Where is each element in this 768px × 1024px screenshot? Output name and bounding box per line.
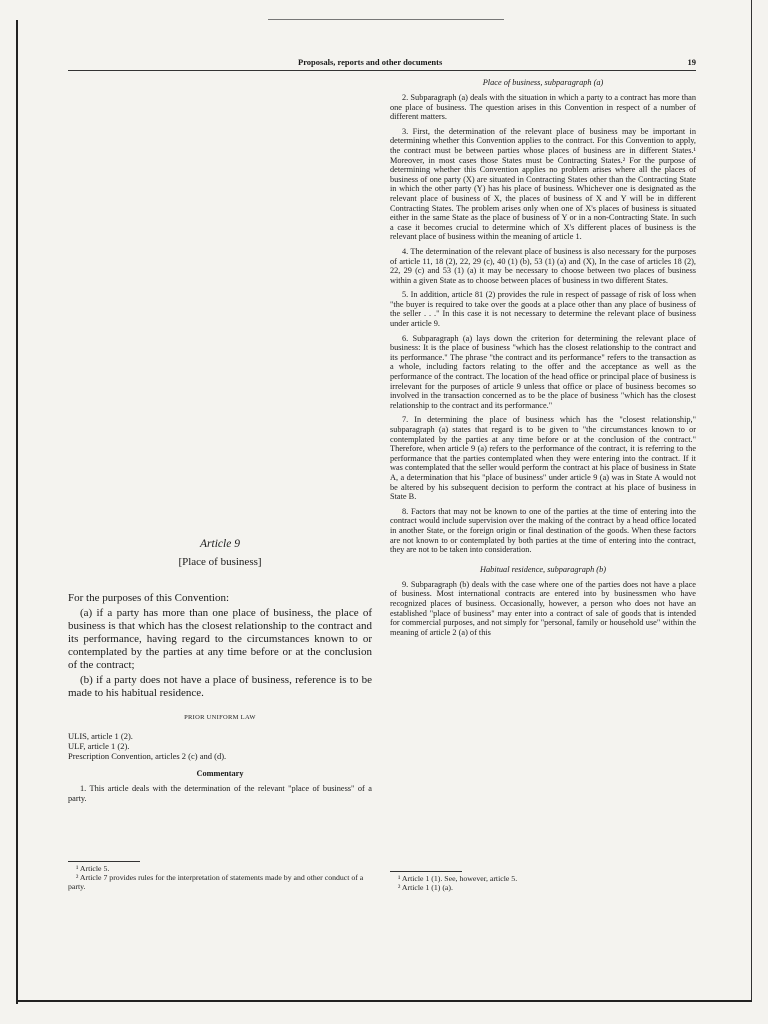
commentary-heading: Commentary xyxy=(196,769,244,778)
top-rule xyxy=(268,19,504,20)
footnote: ¹ Article 5. xyxy=(76,864,110,873)
running-head xyxy=(68,57,696,71)
commentary-paragraph: 7. In determining the place of business which has the "closest relationship," subparagraph (a) states that regard is to be given to "the circumstances known to or contemplated by the parties at any time before or at the conclusion of the contract." Therefore, when article 9 (a) refers to the performance of the contract, it is referring to the performance that the parties contemplated when they were entering into the contract. If it was contemplated that the seller would perform the contract at his place of business in State A, a determination that his "place of business" under article 9 (a) was in State A would not be altered by his subsequent decision to perform the contract at his place of business in State B. xyxy=(390,415,696,502)
commentary-paragraph: 9. Subparagraph (b) deals with the case where one of the parties does not have a place of business. Most international contracts are entered into by businessmen who have recognized places of business. Occasionally, however, a person who does not have an established "place of business" may enter into a contract of sale of goods that is intended for commercial purposes, and not simply for "personal, family or household use" within the meaning of article 2 (a) of this xyxy=(390,579,696,637)
left-footnotes xyxy=(68,861,372,891)
article-title: Article 9 xyxy=(200,538,240,550)
footnote-rule xyxy=(68,861,140,862)
article-para-b: (b) if a party does not have a place of business, reference is to be made to his habitual residence. xyxy=(68,674,372,699)
prior-law-list xyxy=(68,731,372,761)
subheading-habitual-residence: Habitual residence, subparagraph (b) xyxy=(480,564,606,574)
prior-law-heading: PRIOR UNIFORM LAW xyxy=(184,714,256,721)
commentary-block-2 xyxy=(390,580,696,638)
prior-law-item: ULIS, article 1 (2). xyxy=(68,731,133,741)
commentary-paragraph: 6. Subparagraph (a) lays down the criterion for determining the relevant place of business: It is the place of business "which has the closest relationship to the contract and its performance." The phrase "the contract and its performance" refers to the transaction as a whole, including factors relating to the offer and the acceptance as well as the performance of the contract. The location of the head office or principal place of business is irrelevant for the purposes of article 9 unless that office or place of business becomes so involved in the transaction concerned as to be the place of business "which has the closest relationship to the contract and its performance." xyxy=(390,333,696,410)
left-column xyxy=(68,530,372,803)
footnote-rule xyxy=(390,871,462,872)
article-text xyxy=(68,592,372,700)
scan-edge-right xyxy=(751,0,752,1000)
footnote: ¹ Article 1 (1). See, however, article 5. xyxy=(398,874,518,883)
article-intro: For the purposes of this Convention: xyxy=(68,592,230,604)
commentary-paragraph: 2. Subparagraph (a) deals with the situation in which a party to a contract has more than one place of business. The question arises in this Convention in respect of a number of different matters. xyxy=(390,93,696,122)
page-number: 19 xyxy=(687,57,696,67)
right-column xyxy=(390,78,696,642)
right-footnotes xyxy=(390,871,696,892)
article-subtitle: [Place of business] xyxy=(178,556,262,568)
commentary-paragraph: 8. Factors that may not be known to one of the parties at the time of entering into the contract would include supervision over the making of the contract by a head office located in another State, or the foreign origin or final destination of the goods. When these factors are not known to or contemplated by both parties at the time of entering into the contract, they are not to be taken into consideration. xyxy=(390,506,696,555)
subheading-place-of-business: Place of business, subparagraph (a) xyxy=(482,78,604,87)
commentary-block-1 xyxy=(390,93,696,555)
article-para-a: (a) if a party has more than one place of business, the place of business is that which has the closest relationship to the contract and its performance, having regard to the circumstances known to or contemplated by the parties at any time before or at the conclusion of the contract; xyxy=(68,607,372,671)
footnote: ² Article 7 provides rules for the interpretation of statements made by and other conduct of a party. xyxy=(68,873,364,891)
scan-edge-bottom xyxy=(16,1000,752,1002)
commentary-paragraph: 3. First, the determination of the relevant place of business may be important in determining whether this Convention applies to the contract. For this Convention to apply, the contract must be between parties whose places of business are in different States.¹ Moreover, in most cases those States must be Contracting States.² For the purpose of determining whether this Convention applies no problem arises where all the places of business of one party (X) are situated in Contracting States other than the Contracting State in which the other party (Y) has his place of business. Whichever one is designated as the relevant place of business of X, the places of business of X and Y will be in different Contracting States. The problem arises only when one of X's places of business is situated either in the same State as the place of business of Y or in a non-Contracting State. In such a case it becomes crucial to determine which of X's different places of business is the relevant place of business within the meaning of article 1. xyxy=(390,126,696,242)
commentary-paragraph: 5. In addition, article 81 (2) provides the rule in respect of passage of risk of loss when "the buyer is required to take over the goods at a place other than any place of business of the seller . . ." In this case it is not necessary to determine the relevant place of business under article 9. xyxy=(390,290,696,329)
prior-law-item: Prescription Convention, articles 2 (c) and (d). xyxy=(68,751,227,761)
footnote: ² Article 1 (1) (a). xyxy=(398,883,453,892)
prior-law-item: ULF, article 1 (2). xyxy=(68,741,130,751)
commentary-paragraph: 1. This article deals with the determination of the relevant "place of business" of a party. xyxy=(68,784,372,803)
scan-edge-left xyxy=(16,20,18,1004)
commentary-paragraph: 4. The determination of the relevant place of business is also necessary for the purposes of article 11, 18 (2), 22, 29 (c), 40 (1) (b), 53 (1) (a) and (X), In the case of articles 18 (2), 22, 29 (c) and 53 (1) (a) it may be necessary to choose between two places of business within a given State as to choose between places of business in two different States. xyxy=(390,246,696,285)
running-head-title: Proposals, reports and other documents xyxy=(298,57,443,67)
